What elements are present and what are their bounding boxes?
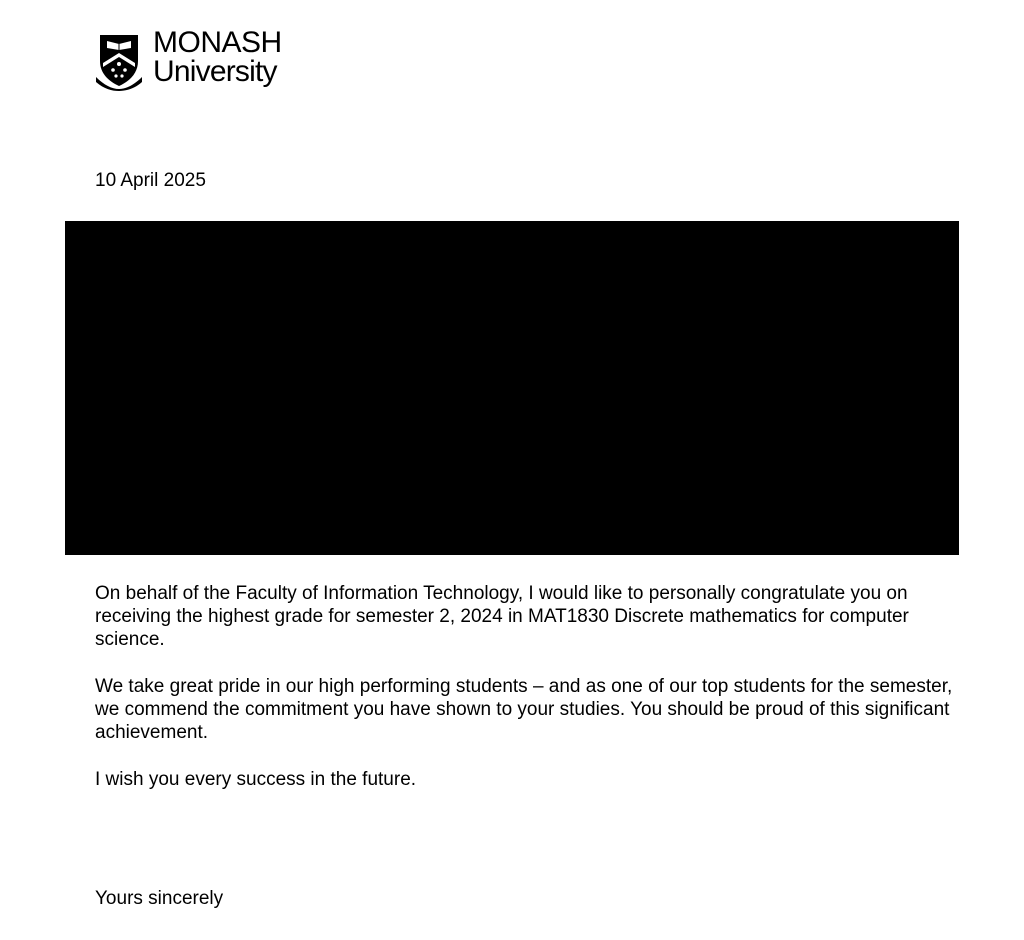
university-logo [94,28,282,91]
letter-closing: Yours sincerely [95,888,224,909]
letter-body [95,582,955,815]
redacted-block [65,221,959,555]
wordmark-line-1: MONASH [153,26,282,59]
body-paragraph-1: On behalf of the Faculty of Information Technology, I would like to personally congratulate you on receiving the highest grade for semester 2, 2024 in MAT1830 Discrete mathematics for computer science. [95,583,909,650]
university-wordmark [153,28,282,87]
body-paragraph-3: I wish you every success in the future. [95,769,417,790]
monash-crest-icon [94,31,144,91]
body-paragraph-2: We take great pride in our high performing students – and as one of our top students for the semester, we commend the commitment you have shown to your studies. You should be proud of this significant achievement. [95,676,953,743]
letter-date: 10 April 2025 [95,170,206,191]
wordmark-line-2: University [153,55,277,88]
